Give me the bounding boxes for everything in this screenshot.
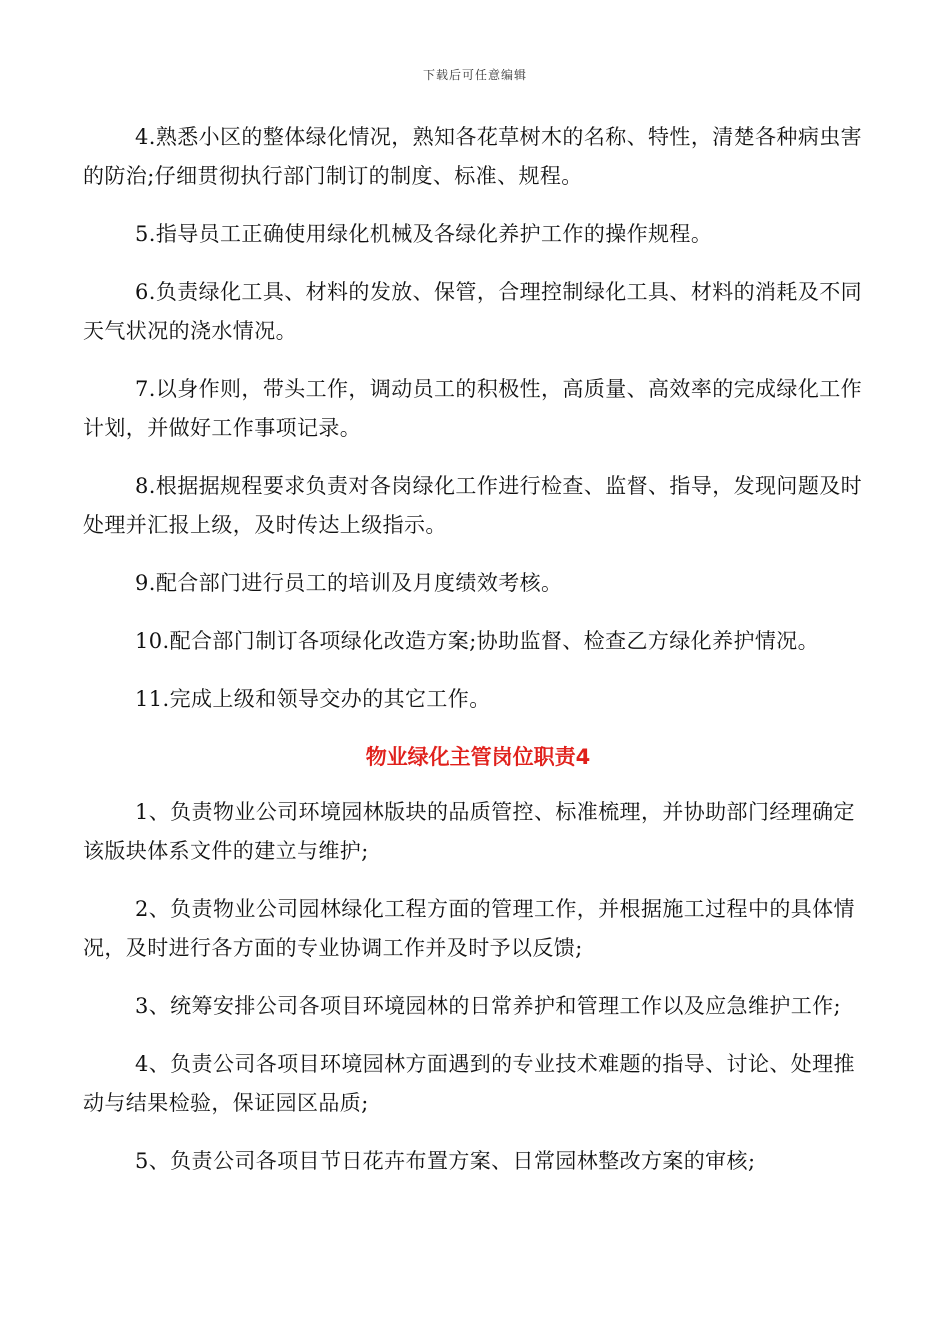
duty-item-2: 2、负责物业公司园林绿化工程方面的管理工作，并根据施工过程中的具体情况，及时进行各方面的专业协调工作并及时予以反馈; [83, 897, 855, 960]
paragraph-item-7: 7.以身作则，带头工作，调动员工的积极性，高质量、高效率的完成绿化工作计划，并做好工作事项记录。 [83, 377, 863, 440]
section-title: 物业绿化主管岗位职责4 [365, 745, 591, 769]
paragraph-item-5: 5.指导员工正确使用绿化机械及各绿化养护工作的操作规程。 [135, 222, 713, 246]
paragraph-item-4: 4.熟悉小区的整体绿化情况，熟知各花草树木的名称、特性，清楚各种病虫害的防治;仔细贯彻执行部门制订的制度、标准、规程。 [83, 125, 863, 188]
paragraph-item-10: 10.配合部门制订各项绿化改造方案;协助监督、检查乙方绿化养护情况。 [135, 629, 820, 653]
page-header: 下载后可任意编辑 [422, 68, 527, 82]
duty-item-3: 3、统筹安排公司各项目环境园林的日常养护和管理工作以及应急维护工作; [135, 994, 842, 1018]
paragraph-item-8: 8.根据据规程要求负责对各岗绿化工作进行检查、监督、指导，发现问题及时处理并汇报上级，及时传达上级指示。 [83, 474, 863, 537]
duty-item-1: 1、负责物业公司环境园林版块的品质管控、标准梳理，并协助部门经理确定该版块体系文件的建立与维护; [83, 800, 855, 863]
paragraph-item-9: 9.配合部门进行员工的培训及月度绩效考核。 [135, 571, 563, 595]
paragraph-item-6: 6.负责绿化工具、材料的发放、保管，合理控制绿化工具、材料的消耗及不同天气状况的浇水情况。 [83, 280, 863, 343]
duty-item-4: 4、负责公司各项目环境园林方面遇到的专业技术难题的指导、讨论、处理推动与结果检验，保证园区品质; [83, 1052, 855, 1115]
document-body [83, 118, 873, 1200]
paragraph-item-11: 11.完成上级和领导交办的其它工作。 [135, 687, 491, 711]
duty-item-5: 5、负责公司各项目节日花卉布置方案、日常园林整改方案的审核; [135, 1149, 756, 1173]
